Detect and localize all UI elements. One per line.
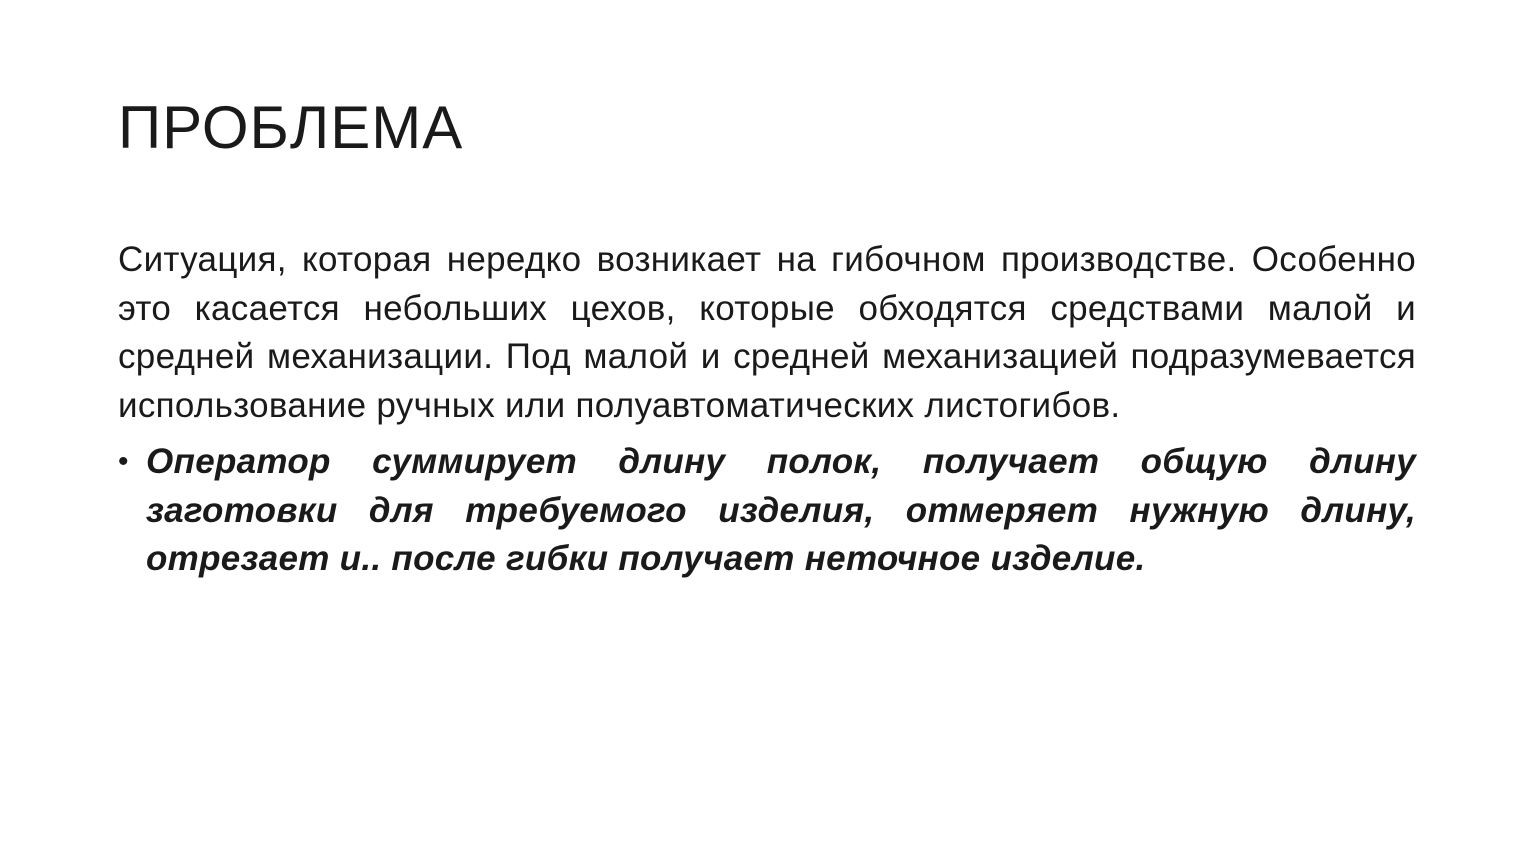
slide-body	[118, 236, 1416, 584]
bullet-marker: •	[118, 445, 129, 478]
bullet-item	[118, 438, 1416, 584]
slide-title: ПРОБЛЕМА	[118, 94, 464, 161]
body-paragraph: Ситуация, которая нередко возникает на гибочном производстве. Особенно это касается небольших цехов, которые обходятся средствами малой и средней механизации. Под малой и средней механизацией подразумевается использование ручных или полуавтоматических листогибов.	[118, 240, 1416, 425]
bullet-text: Оператор суммирует длину полок, получает общую длину заготовки для требуемого изделия, отмеряет нужную длину, отрезает и.. после гибки получает неточное изделие.	[146, 442, 1416, 578]
